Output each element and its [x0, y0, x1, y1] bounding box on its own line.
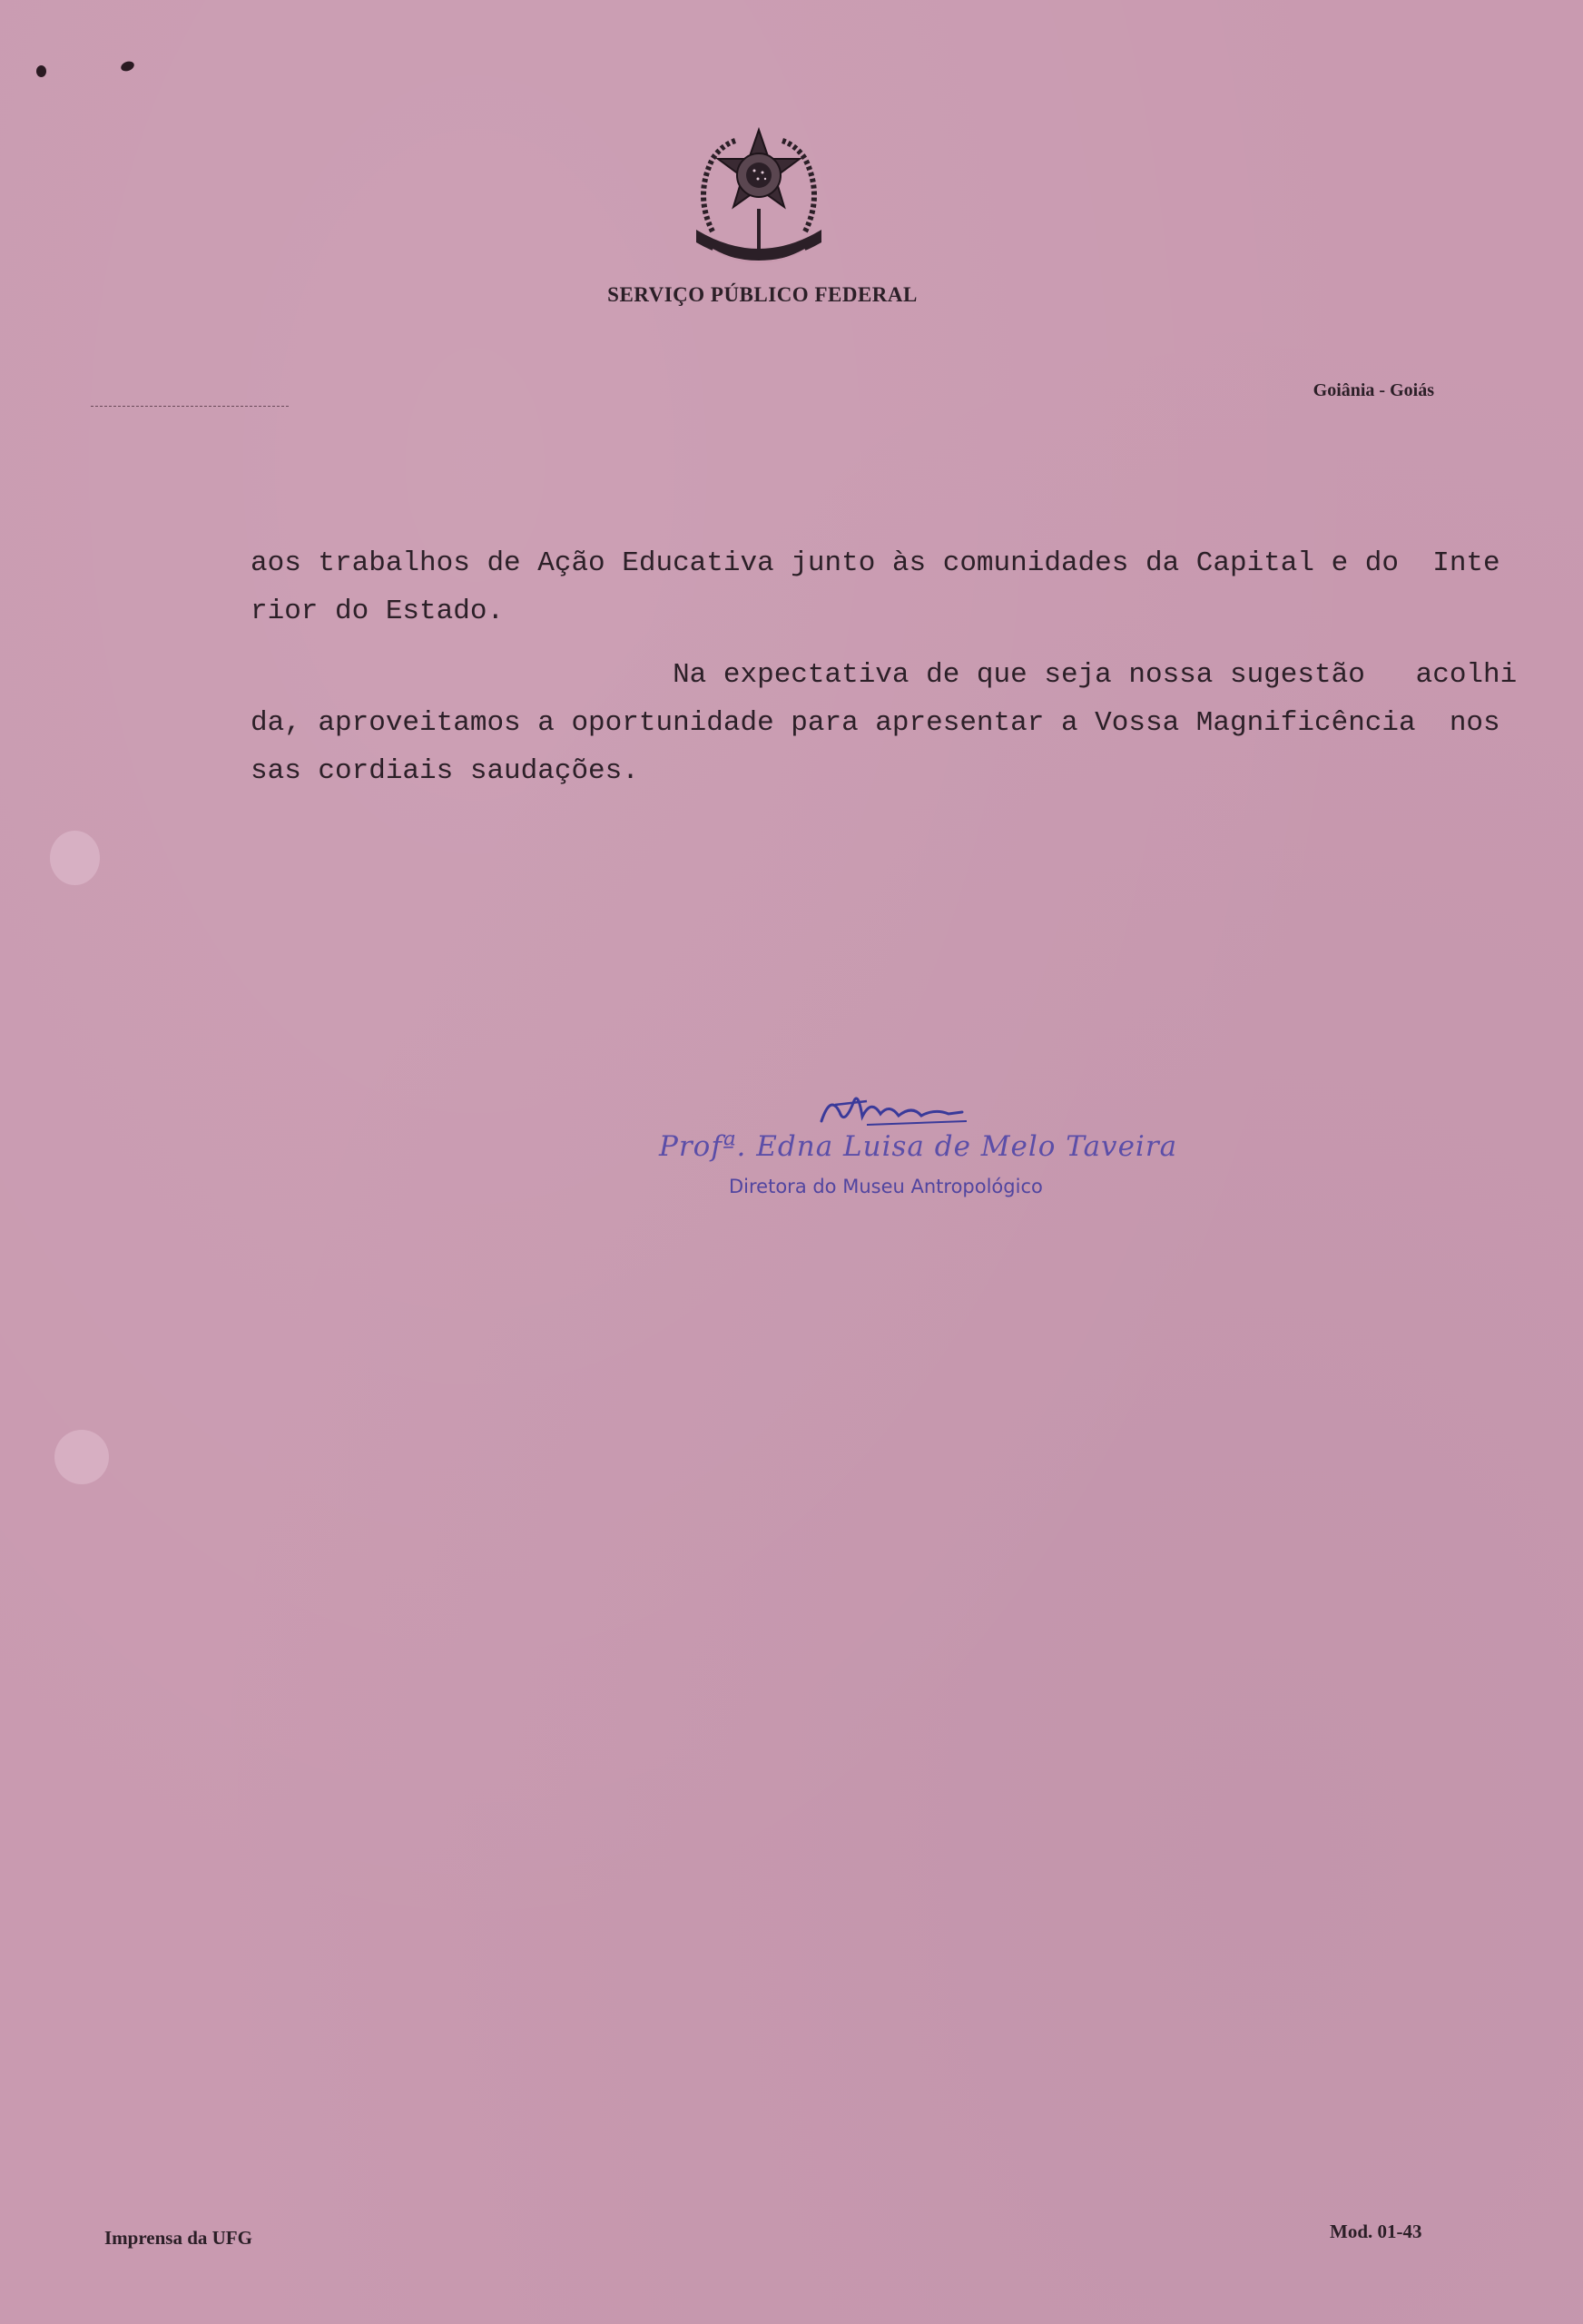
- body-line-1: aos trabalhos de Ação Educativa junto às comunidades da Capital e do Inte: [251, 547, 1500, 579]
- signatory-role: Diretora do Museu Antropológico: [729, 1176, 1043, 1197]
- header-title: SERVIÇO PÚBLICO FEDERAL: [607, 283, 918, 306]
- punch-hole: [54, 1430, 109, 1484]
- ink-spot: [36, 65, 46, 77]
- date-line: [91, 406, 289, 407]
- punch-hole: [50, 831, 100, 885]
- body-line-2: rior do Estado.: [251, 596, 505, 627]
- body-line-3: Na expectativa de que seja nossa sugestão acolhi: [251, 659, 1518, 691]
- ink-spot: [120, 60, 136, 74]
- signatory-name: Profª. Edna Luisa de Melo Taveira: [659, 1130, 1178, 1163]
- location-text: Goiânia - Goiás: [1313, 380, 1434, 400]
- footer-printer: Imprensa da UFG: [104, 2227, 252, 2249]
- brazil-coat-of-arms-icon: [685, 123, 832, 277]
- body-line-5: sas cordiais saudações.: [251, 755, 639, 787]
- footer-form-code: Mod. 01-43: [1330, 2221, 1422, 2242]
- body-line-4: da, aproveitamos a oportunidade para apresentar a Vossa Magnificência nos: [251, 707, 1500, 739]
